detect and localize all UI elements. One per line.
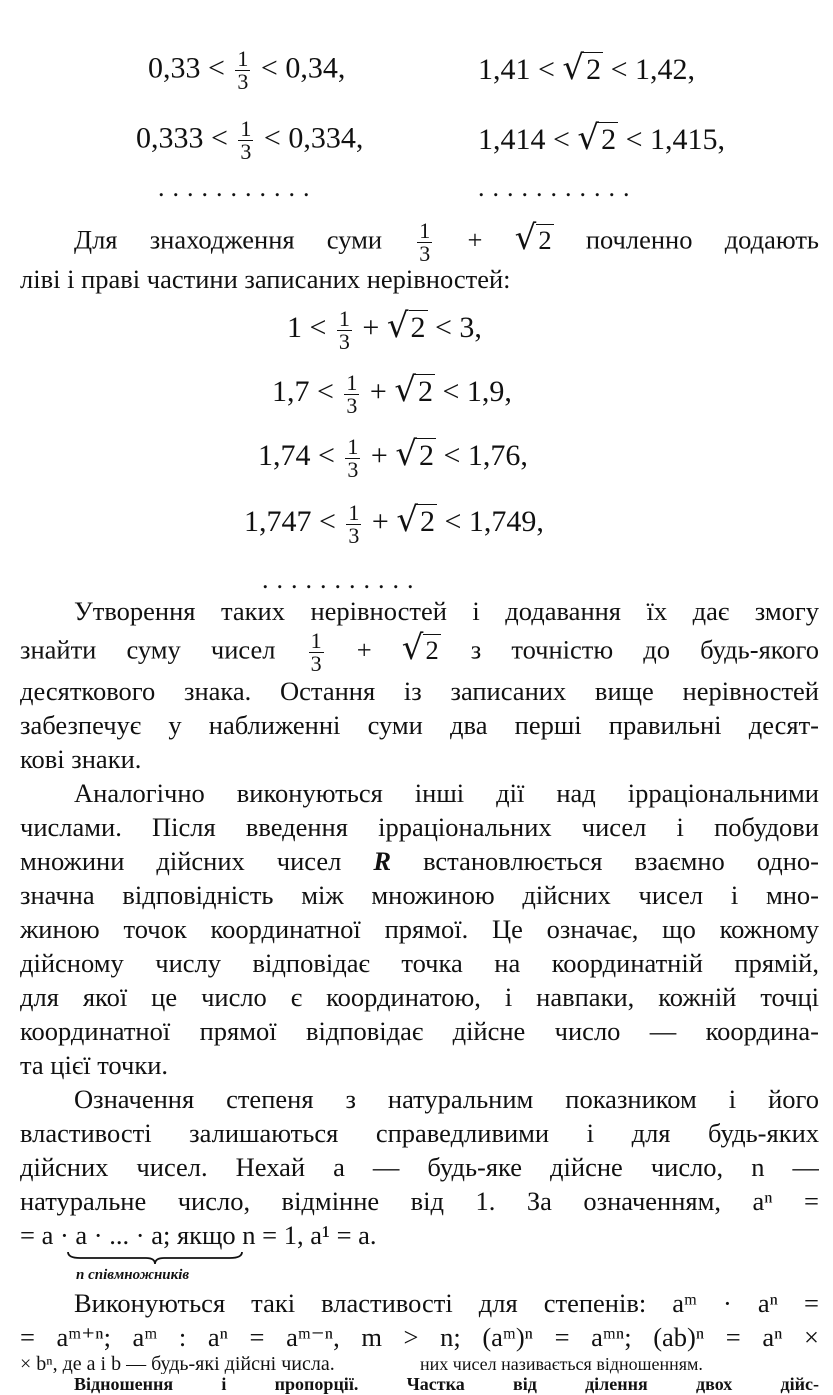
- ellipsis-dots: ...........: [478, 173, 638, 202]
- sum-inequality-4: 1,747 < $\frac{1}{3}$ + √2 < 1,749,: [244, 499, 544, 548]
- fraction-one-third: $\frac{1}{3}$: [347, 433, 359, 482]
- fraction-one-third: $\frac{1}{3}$: [419, 220, 431, 265]
- ineq-right: < 1,76,: [443, 439, 528, 472]
- paragraph-1-line-4: забезпечує у наближенні суми два перші правильні десят-: [20, 710, 819, 740]
- inequality-row-1: [148, 48, 345, 93]
- sqrt-ineq-right: < 1,415,: [625, 123, 726, 156]
- ineq-left: 1,74 <: [258, 439, 335, 472]
- fraction-one-third: $\frac{1}{3}$: [346, 369, 358, 418]
- paragraph-2-line-6: дійсному числу відповідає точка на координатній прямій,: [20, 948, 819, 978]
- paragraph-2-line-4: значна відповідність між множиною дійсних чисел і мно-: [20, 880, 819, 910]
- sum-intro-line-2: ліві і праві частини записаних нерівностей:: [20, 264, 511, 294]
- paragraph-1-line-1: Утворення таких нерівностей і додавання їх дає змогу: [74, 596, 819, 626]
- underbrace-icon: [66, 1250, 244, 1266]
- paragraph-2-line-3: [20, 844, 819, 878]
- fraction-one-third: $\frac{1}{3}$: [240, 116, 252, 164]
- paragraph-4-line-3: × bⁿ, де a і b — будь-які дійсні числа.: [20, 1354, 335, 1374]
- text: встановлюється взаємно одно-: [423, 846, 819, 876]
- sqrt-two: √2: [514, 220, 552, 258]
- paragraph-3-line-2: властивості залишаються справедливими і для будь-яких: [20, 1118, 819, 1148]
- paragraph-3-line-3: дійсних чисел. Нехай a — будь-яке дійсне число, n —: [20, 1152, 819, 1182]
- inequality-row-2: [136, 118, 363, 163]
- ineq-left: 0,33 <: [148, 51, 225, 85]
- paragraph-1-line-3: десяткового знака. Остання із записаних вище нерівностей: [20, 676, 819, 706]
- ineq-left: 1,7 <: [272, 375, 334, 408]
- paragraph-1-line-5: кові знаки.: [20, 744, 142, 774]
- paragraph-2-line-1: Аналогічно виконуються інші дії над ірраціональними: [74, 778, 819, 808]
- paragraph-5-line-2: них чисел називається відношенням.: [420, 1354, 703, 1374]
- paragraph-3-line-1: Означення степеня з натуральним показником і його: [74, 1084, 819, 1114]
- fraction-one-third: $\frac{1}{3}$: [310, 630, 322, 675]
- sqrt-ineq-left: 1,414 <: [478, 123, 570, 156]
- text: множини дійсних чисел: [20, 846, 342, 876]
- fraction-one-third: $\frac{1}{3}$: [348, 499, 360, 548]
- brace-label: n співмножників: [76, 1267, 190, 1283]
- sqrt-two: √2: [396, 500, 436, 540]
- paragraph-4-line-1: Виконуються такі властивості для степенів: aᵐ · aⁿ =: [74, 1288, 819, 1318]
- ineq-right: < 1,9,: [442, 375, 512, 408]
- sqrt-two: √2: [401, 630, 439, 668]
- sum-inequality-2: 1,7 < $\frac{1}{3}$ + √2 < 1,9,: [272, 369, 512, 418]
- fraction-one-third: $\frac{1}{3}$: [338, 305, 350, 354]
- paragraph-2-line-7: для якої це число є координатою, і навпаки, кожній точці: [20, 982, 819, 1012]
- sqrt-ineq-right: < 1,42,: [610, 53, 696, 86]
- text: Для знаходження суми: [74, 224, 383, 255]
- ineq-right: < 1,749,: [444, 505, 544, 538]
- real-set-symbol: R: [373, 846, 392, 876]
- paragraph-2-line-5: жиною точок координатної прямої. Це означає, що кожному: [20, 914, 819, 944]
- paragraph-2-line-9: та цієї точки.: [20, 1050, 169, 1080]
- paragraph-3-line-5: = a · a · ... · a; якщо n = 1, a¹ = a.: [20, 1220, 377, 1250]
- sqrt-two: √2: [395, 434, 435, 474]
- inequality-sqrt-row-1: [478, 48, 695, 90]
- text: з точністю до будь-якого: [470, 634, 819, 665]
- sum-inequality-1: 1 < $\frac{1}{3}$ + √2 < 3,: [287, 305, 482, 354]
- ellipsis-dots: ...........: [262, 565, 422, 594]
- paragraph-2-line-2: числами. Після введення ірраціональних чисел і побудови: [20, 812, 819, 842]
- sqrt-two: √2: [386, 306, 426, 346]
- fraction-one-third: $\frac{1}{3}$: [237, 46, 249, 94]
- text: почленно додають: [585, 224, 819, 255]
- sqrt-two: √2: [394, 370, 434, 410]
- sum-inequality-3: 1,74 < $\frac{1}{3}$ + √2 < 1,76,: [258, 433, 528, 482]
- ineq-right: < 3,: [435, 311, 482, 344]
- sum-intro-line-1: Для знаходження суми $\frac{1}{3}$ + √2 почленно додають: [74, 220, 819, 265]
- ineq-right: < 0,334,: [263, 121, 364, 155]
- text: знайти суму чисел: [20, 634, 276, 665]
- paragraph-2-line-8: координатної прямої відповідає дійсне число — координа-: [20, 1016, 819, 1046]
- ineq-right: < 0,34,: [260, 51, 346, 85]
- paragraph-5-line-1: Відношення і пропорції. Частка від ділення двох дійс-: [74, 1374, 819, 1394]
- sqrt-two: √2: [577, 118, 617, 158]
- paragraph-4-line-2: = aᵐ⁺ⁿ; aᵐ : aⁿ = aᵐ⁻ⁿ, m > n; (aᵐ)ⁿ = aᵐⁿ; (ab)ⁿ = aⁿ ×: [20, 1322, 819, 1352]
- ineq-left: 1 <: [287, 311, 327, 344]
- inequality-sqrt-row-2: [478, 118, 725, 160]
- sqrt-ineq-left: 1,41 <: [478, 53, 555, 86]
- ellipsis-dots: ...........: [158, 173, 318, 202]
- sqrt-two: √2: [562, 48, 602, 88]
- paragraph-1-line-2: знайти суму чисел $\frac{1}{3}$ + √2 з точністю до будь-якого: [20, 630, 819, 675]
- paragraph-3-line-4: натуральне число, відмінне від 1. За означенням, aⁿ =: [20, 1186, 819, 1216]
- ineq-left: 1,747 <: [244, 505, 336, 538]
- ineq-left: 0,333 <: [136, 121, 228, 155]
